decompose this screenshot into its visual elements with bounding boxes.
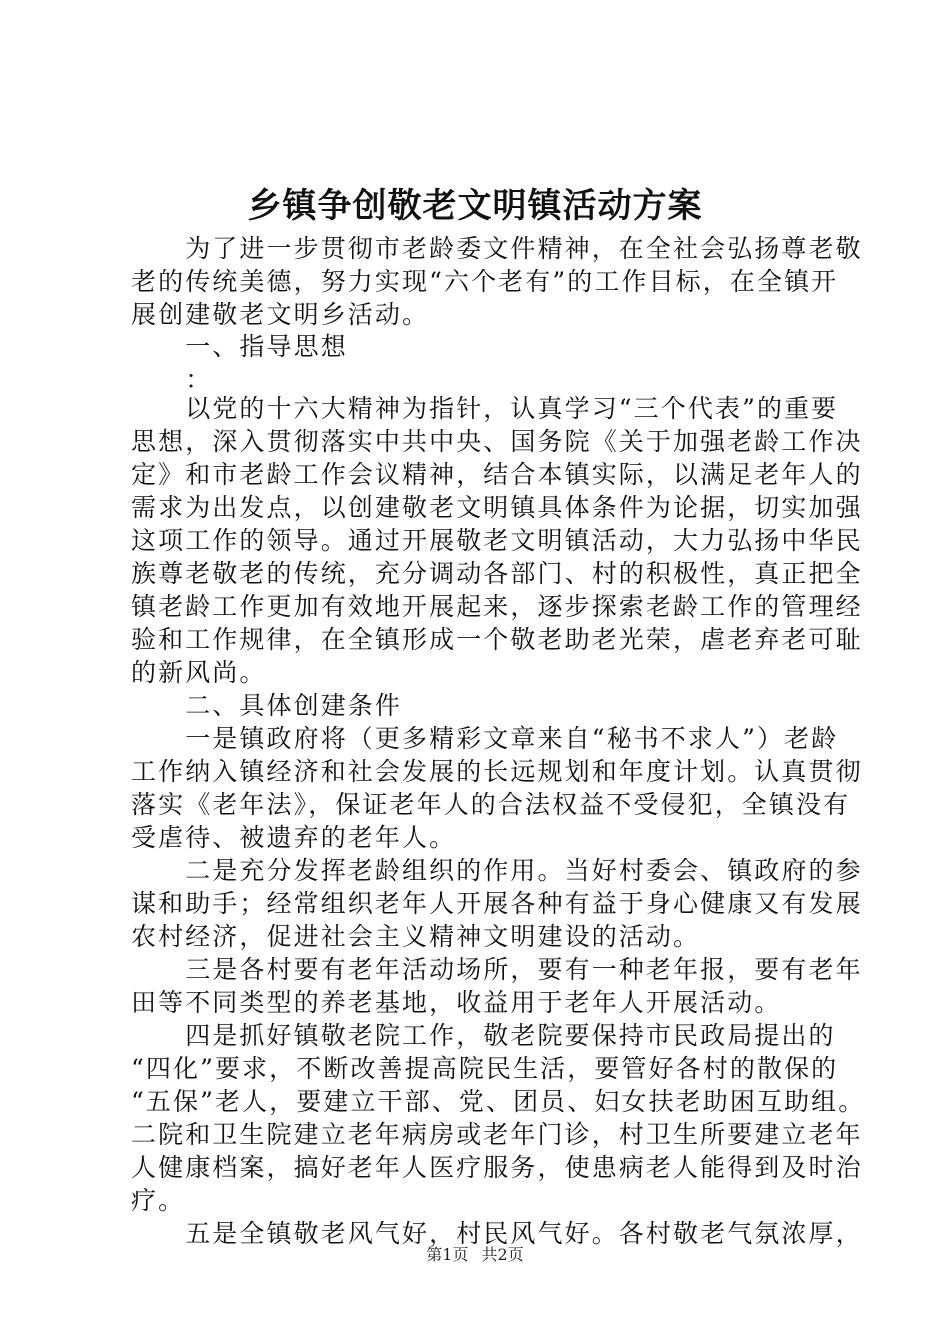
text-line: 五是全镇敬老风气好，村民风气好。各村敬老气氛浓厚， <box>131 1219 863 1248</box>
page-total: 共2页 <box>481 1245 524 1264</box>
text-line: “五保”老人，要建立干部、党、团员、妇女扶老助困互助组。 <box>131 1087 866 1116</box>
text-line: 疗。 <box>131 1186 186 1215</box>
text-line: 一是镇政府将（更多精彩文章来自“秘书不求人”）老龄 <box>131 724 839 753</box>
text-line: 族尊老敬老的传统，充分调动各部门、村的积极性，真正把全 <box>131 559 863 588</box>
text-line: 验和工作规律，在全镇形成一个敬老助老光荣，虐老弃老可耻 <box>131 625 863 654</box>
text-line: 为了进一步贯彻市老龄委文件精神，在全社会弘扬尊老敬 <box>131 234 863 263</box>
text-line: 二是充分发挥老龄组织的作用。当好村委会、镇政府的参 <box>131 856 863 885</box>
section-heading: 一、指导思想 <box>131 332 348 361</box>
text-line: 四是抓好镇敬老院工作，敬老院要保持市民政局提出的 <box>131 1021 836 1050</box>
text-line: ： <box>131 365 213 394</box>
text-line: 三是各村要有老年活动场所，要有一种老年报，要有老年 <box>131 955 863 984</box>
text-line: 镇老龄工作更加有效地开展起来，逐步探索老龄工作的管理经 <box>131 592 863 621</box>
text-line: 受虐待、被遗弃的老年人。 <box>131 823 457 852</box>
text-line: 思想，深入贯彻落实中共中央、国务院《关于加强老龄工作决 <box>131 427 863 456</box>
page-footer <box>0 1244 950 1266</box>
text-line: 以党的十六大精神为指针，认真学习“三个代表”的重要 <box>131 394 839 423</box>
text-line: 定》和市老龄工作会议精神，结合本镇实际，以满足老年人的 <box>131 460 863 489</box>
text-line: 工作纳入镇经济和社会发展的长远规划和年度计划。认真贯彻 <box>131 757 863 786</box>
text-line: 谋和助手；经常组织老年人开展各种有益于身心健康又有发展 <box>131 889 863 918</box>
text-line: 的新风尚。 <box>131 658 267 687</box>
text-line: 田等不同类型的养老基地，收益用于老年人开展活动。 <box>131 988 782 1017</box>
text-line: 人健康档案，搞好老年人医疗服务，使患病老人能得到及时治 <box>131 1153 863 1182</box>
text-line: 展创建敬老文明乡活动。 <box>131 300 430 329</box>
text-line: 需求为出发点，以创建敬老文明镇具体条件为论据，切实加强 <box>131 493 863 522</box>
text-line: 农村经济，促进社会主义精神文明建设的活动。 <box>131 922 701 951</box>
text-line: “四化”要求，不断改善提高院民生活，要管好各村的散保的 <box>131 1054 839 1083</box>
text-line: 二院和卫生院建立老年病房或老年门诊，村卫生所要建立老年 <box>131 1120 863 1149</box>
text-line: 落实《老年法》，保证老年人的合法权益不受侵犯，全镇没有 <box>131 790 851 819</box>
section-heading: 二、具体创建条件 <box>131 691 403 720</box>
document-title: 乡镇争创敬老文明镇活动方案 <box>247 186 703 226</box>
text-line: 这项工作的领导。通过开展敬老文明镇活动，大力弘扬中华民 <box>131 526 863 555</box>
text-line: 老的传统美德，努力实现“六个老有”的工作目标，在全镇开 <box>131 267 839 296</box>
page-number: 第1页 <box>426 1245 469 1264</box>
